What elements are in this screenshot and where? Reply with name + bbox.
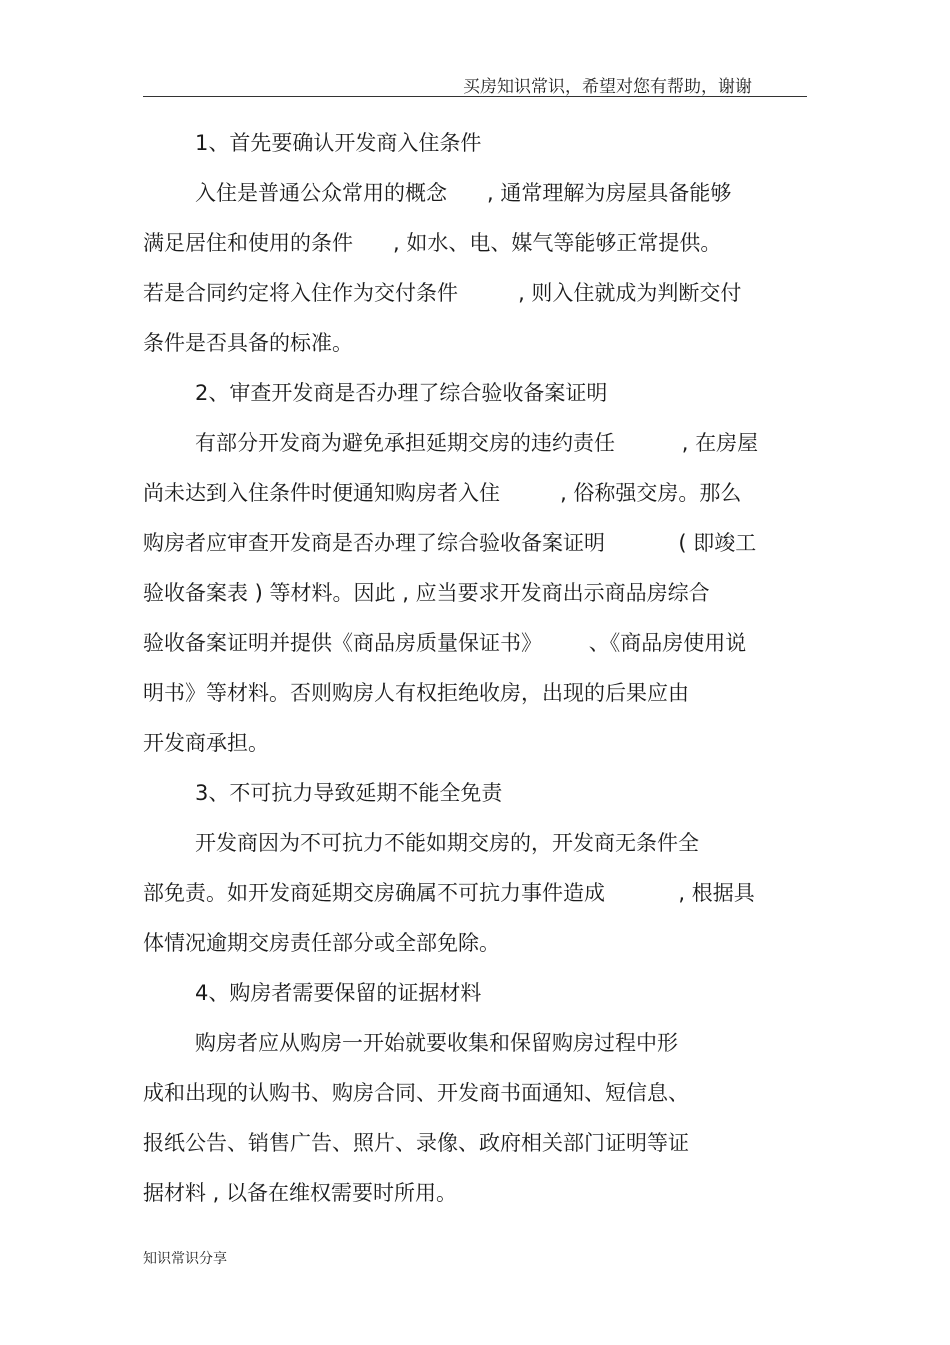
paragraph-line: 成和出现的认购书、购房合同、开发商书面通知、短信息、 bbox=[143, 1081, 689, 1105]
paragraph-line: 购房者应从购房一开始就要收集和保留购房过程中形 bbox=[195, 1031, 678, 1055]
running-header: 买房知识常识，希望对您有帮助，谢谢 bbox=[463, 77, 752, 97]
paragraph-line: 满足居住和使用的条件 , 如水、电、媒气等能够正常提供。 bbox=[143, 231, 722, 255]
paragraph-line: 部免责。如开发商延期交房确属不可抗力事件造成 , 根据具 bbox=[143, 881, 755, 905]
paragraph-line: 条件是否具备的标准。 bbox=[143, 331, 353, 355]
section-heading-3: 3、不可抗力导致延期不能全免责 bbox=[195, 781, 503, 805]
paragraph-line: 明书》等材料。否则购房人有权拒绝收房，出现的后果应由 bbox=[143, 681, 689, 705]
paragraph-line: 开发商承担。 bbox=[143, 731, 269, 755]
section-heading-4: 4、购房者需要保留的证据材料 bbox=[195, 981, 482, 1005]
paragraph-line: 购房者应审查开发商是否办理了综合验收备案证明 ( 即竣工 bbox=[143, 531, 757, 555]
paragraph-line: 报纸公告、销售广告、照片、录像、政府相关部门证明等证 bbox=[143, 1131, 689, 1155]
paragraph-line: 验收备案证明并提供《商品房质量保证书》 、《商品房使用说 bbox=[143, 631, 747, 655]
header-rule bbox=[143, 96, 807, 97]
section-heading-1: 1、首先要确认开发商入住条件 bbox=[195, 131, 482, 155]
paragraph-line: 体情况逾期交房责任部分或全部免除。 bbox=[143, 931, 500, 955]
paragraph-line: 据材料 , 以备在维权需要时所用。 bbox=[143, 1181, 458, 1205]
section-heading-2: 2、审查开发商是否办理了综合验收备案证明 bbox=[195, 381, 608, 405]
paragraph-line: 开发商因为不可抗力不能如期交房的，开发商无条件全 bbox=[195, 831, 699, 855]
paragraph-line: 入住是普通公众常用的概念 , 通常理解为房屋具备能够 bbox=[195, 181, 732, 205]
page-footer: 知识常识分享 bbox=[143, 1251, 227, 1267]
paragraph-line: 若是合同约定将入住作为交付条件 , 则入住就成为判断交付 bbox=[143, 281, 742, 305]
paragraph-line: 尚未达到入住条件时便通知购房者入住 , 俗称强交房。那么 bbox=[143, 481, 742, 505]
paragraph-line: 验收备案表 ) 等材料。因此 , 应当要求开发商出示商品房综合 bbox=[143, 581, 710, 605]
paragraph-line: 有部分开发商为避免承担延期交房的违约责任 , 在房屋 bbox=[195, 431, 759, 455]
document-body bbox=[143, 118, 807, 1218]
